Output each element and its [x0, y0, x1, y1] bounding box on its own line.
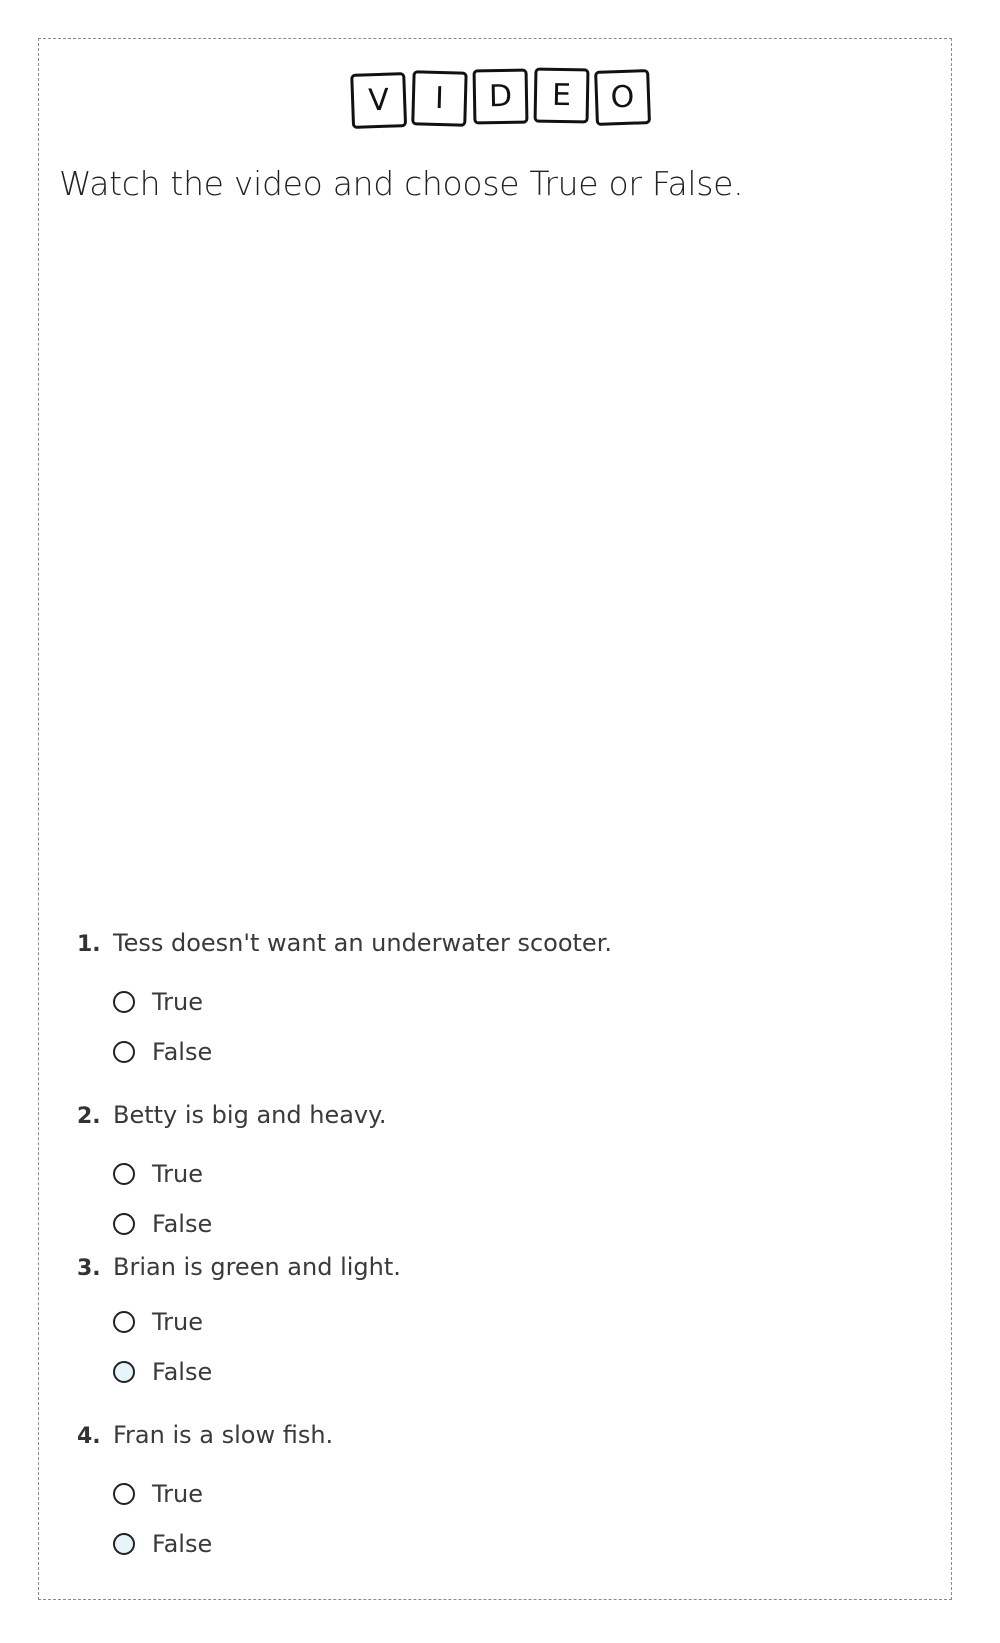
option-label: False — [152, 1358, 213, 1386]
question-number: 4. — [77, 1424, 101, 1449]
question-text: Tess doesn't want an underwater scooter. — [113, 929, 612, 957]
question-number: 3. — [77, 1256, 101, 1281]
title-letter-block: D — [472, 69, 528, 125]
question-4 — [77, 1421, 333, 1569]
question-text: Brian is green and light. — [113, 1253, 401, 1281]
question-prompt — [77, 1421, 333, 1455]
option-false[interactable] — [113, 1027, 612, 1077]
question-1 — [77, 929, 612, 1077]
radio-button[interactable] — [113, 1533, 135, 1555]
option-true[interactable] — [113, 1297, 401, 1347]
title-letter-block: E — [533, 68, 589, 124]
radio-button[interactable] — [113, 1163, 135, 1185]
video-title-blocks — [39, 69, 951, 139]
question-number: 2. — [77, 1104, 101, 1129]
question-text: Betty is big and heavy. — [113, 1101, 387, 1129]
radio-button[interactable] — [113, 1361, 135, 1383]
question-prompt — [77, 929, 612, 963]
radio-button[interactable] — [113, 991, 135, 1013]
question-text: Fran is a slow fish. — [113, 1421, 334, 1449]
question-prompt — [77, 1101, 387, 1135]
option-label: True — [152, 1308, 203, 1336]
worksheet — [38, 38, 952, 1600]
option-true[interactable] — [113, 1469, 333, 1519]
question-number: 1. — [77, 932, 101, 957]
option-label: True — [152, 1160, 203, 1188]
radio-button[interactable] — [113, 1213, 135, 1235]
option-false[interactable] — [113, 1199, 387, 1249]
answer-options — [77, 1149, 387, 1249]
title-letter-block: V — [350, 72, 407, 129]
option-label: False — [152, 1210, 213, 1238]
radio-button[interactable] — [113, 1311, 135, 1333]
option-false[interactable] — [113, 1519, 333, 1569]
answer-options — [77, 977, 612, 1077]
video-embed-area[interactable] — [59, 239, 919, 899]
option-label: False — [152, 1038, 213, 1066]
answer-options — [77, 1297, 401, 1397]
radio-button[interactable] — [113, 1483, 135, 1505]
radio-button[interactable] — [113, 1041, 135, 1063]
option-label: True — [152, 1480, 203, 1508]
instruction-text: Watch the video and choose True or False. — [59, 164, 744, 203]
question-prompt — [77, 1253, 401, 1287]
question-2 — [77, 1101, 387, 1249]
question-3 — [77, 1253, 401, 1397]
option-true[interactable] — [113, 977, 612, 1027]
option-false[interactable] — [113, 1347, 401, 1397]
option-label: False — [152, 1530, 213, 1558]
title-letter-block: I — [411, 70, 467, 126]
answer-options — [77, 1469, 333, 1569]
option-label: True — [152, 988, 203, 1016]
option-true[interactable] — [113, 1149, 387, 1199]
title-letter-block: O — [594, 69, 651, 126]
